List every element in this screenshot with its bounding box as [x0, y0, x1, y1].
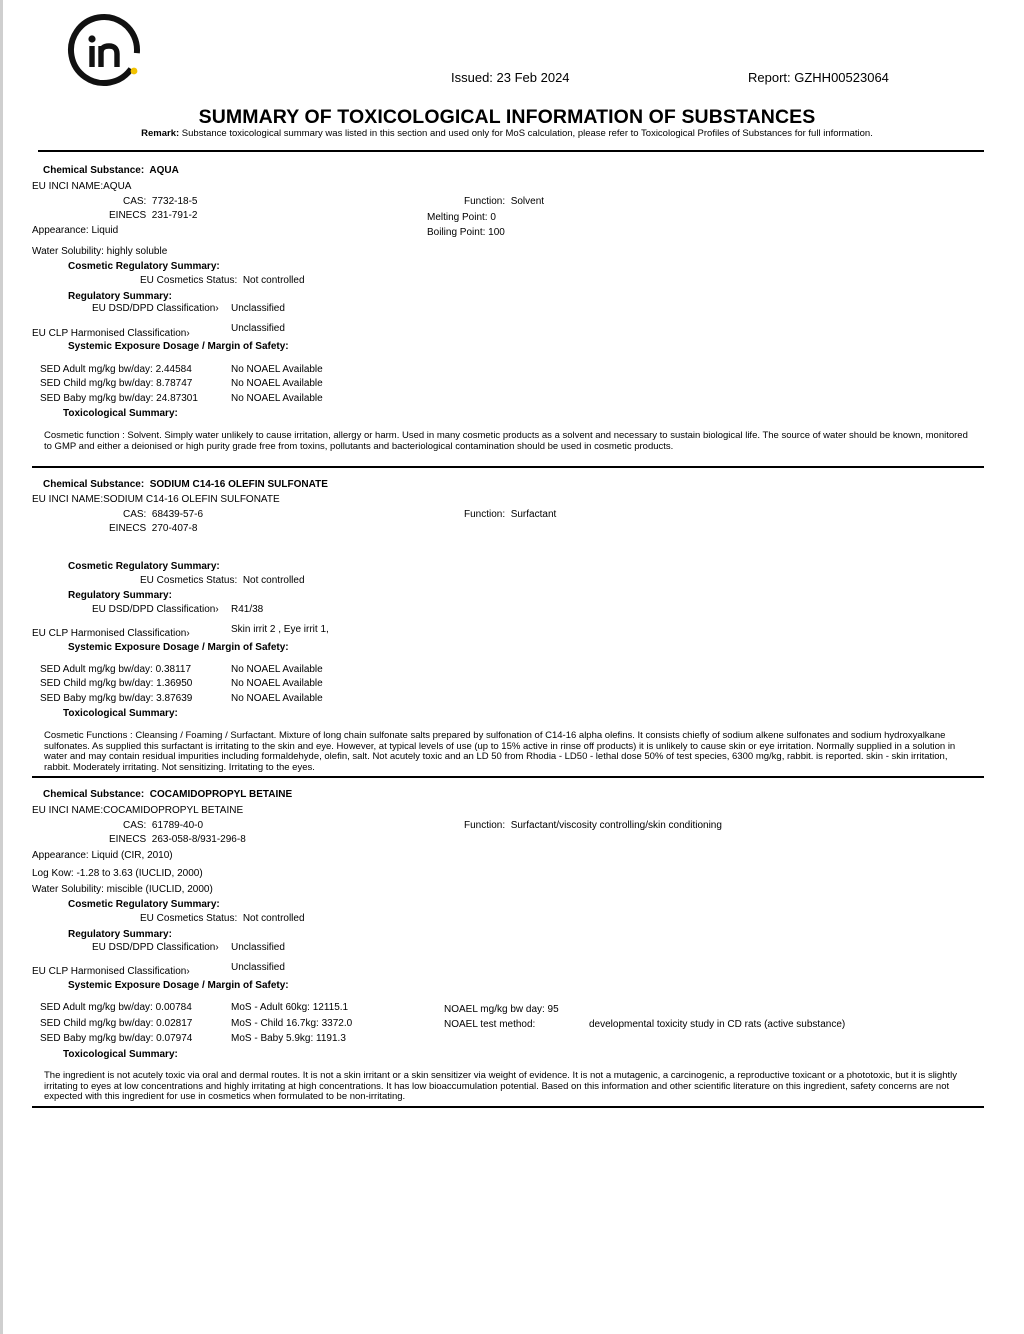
- cas-value: 61789-40-0: [151, 820, 204, 831]
- function-row: [464, 820, 722, 832]
- sed-baby: [40, 393, 198, 405]
- tox-summary-heading: Toxicological Summary:: [63, 708, 178, 719]
- sed-baby-label: SED Baby mg/kg bw/day:: [40, 1033, 154, 1044]
- dsd-value: Unclassified: [231, 303, 285, 314]
- regulatory-summary-heading: Regulatory Summary:: [68, 929, 172, 940]
- cosmetic-reg-summary-heading: Cosmetic Regulatory Summary:: [68, 261, 220, 272]
- eu-cosmetics-status-label: EU Cosmetics Status:: [140, 913, 238, 924]
- cas-value: 7732-18-5: [151, 196, 198, 207]
- divider: [38, 150, 984, 152]
- eu-cosmetics-status-value: Not controlled: [242, 913, 305, 924]
- sed-baby-label: SED Baby mg/kg bw/day:: [40, 393, 154, 404]
- eu-cosmetics-status: [140, 575, 305, 587]
- sed-child-value: 0.02817: [156, 1018, 193, 1029]
- sed-baby-value: 24.87301: [156, 393, 198, 404]
- sed-mos-heading: Systemic Exposure Dosage / Margin of Safety:: [68, 341, 289, 352]
- cas-label: CAS:: [123, 196, 147, 207]
- substance-heading: [43, 789, 292, 801]
- eu-cosmetics-status-label: EU Cosmetics Status:: [140, 575, 238, 586]
- tox-summary-text: Cosmetic Functions : Cleansing / Foaming / Surfactant. Mixture of long chain sulfonate salts prepared by sulfonation of C14-16 alpha olefins. It consists chiefly of sodium alkene sulfonates and sodium hydroxyalkane sulfonates. As supplied this surfactant is irritating to the skin and eye. However, at typical levels of use (up to 15% active in rinse off products) it is unlikely to cause skin or eye irritation. Normally supplied in a solution in water and may contain residual impurities including formaldehyde, olefin, salt. Not acutely toxic and an LD 50 from Rhodia - LD50 - lethal dose 50% of test species, 6300 mg/kg, rabbit. is reported. skin - skin irritation, rabbit. Moderately irritating. Not sensitizing. Irritating to the eyes.: [44, 730, 956, 773]
- noael-value: NOAEL mg/kg bw day: 95: [444, 1004, 559, 1015]
- sed-adult: [40, 364, 192, 376]
- sed-baby: [40, 1033, 192, 1045]
- issued-date: Issued: 23 Feb 2024: [451, 70, 570, 85]
- cosmetic-reg-summary-heading: Cosmetic Regulatory Summary:: [68, 561, 220, 572]
- cas-row: [123, 509, 203, 521]
- mos-child: No NOAEL Available: [231, 378, 323, 389]
- regulatory-summary-heading: Regulatory Summary:: [68, 291, 172, 302]
- eu-cosmetics-status: [140, 913, 305, 925]
- substance-heading: [43, 165, 179, 177]
- function-label: Function:: [464, 820, 506, 831]
- sed-adult-value: 2.44584: [155, 364, 192, 375]
- function-label: Function:: [464, 509, 506, 520]
- sed-baby: [40, 693, 192, 705]
- sed-child: [40, 1018, 192, 1030]
- tox-summary-heading: Toxicological Summary:: [63, 408, 178, 419]
- sed-child-label: SED Child mg/kg bw/day:: [40, 1018, 154, 1029]
- cas-value: 68439-57-6: [151, 509, 204, 520]
- dsd-label: EU DSD/DPD Classification›: [92, 942, 219, 953]
- company-logo-icon: [66, 12, 146, 92]
- divider: [32, 1106, 984, 1108]
- remark: [0, 128, 1014, 139]
- noael-method-label: NOAEL test method:: [444, 1019, 536, 1030]
- cosmetic-reg-summary-heading: Cosmetic Regulatory Summary:: [68, 899, 220, 910]
- clp-label: EU CLP Harmonised Classification›: [32, 628, 190, 639]
- inci-name: EU INCI NAME:AQUA: [32, 181, 132, 192]
- sed-child: [40, 678, 192, 690]
- mos-child: MoS - Child 16.7kg: 3372.0: [231, 1018, 353, 1029]
- page-edge: [0, 0, 3, 1334]
- water-solubility: Water Solubility: highly soluble: [32, 246, 168, 257]
- tox-summary-heading: Toxicological Summary:: [63, 1049, 178, 1060]
- dsd-label: EU DSD/DPD Classification›: [92, 604, 219, 615]
- boiling-point: Boiling Point: 100: [427, 227, 505, 238]
- dsd-label: EU DSD/DPD Classification›: [92, 303, 219, 314]
- tox-summary-text: The ingredient is not acutely toxic via oral and dermal routes. It is not a skin irritant or a skin sensitizer via weight of evidence. It is not a mutagenic, a carcinogenic, a reproductive toxicant or a phototoxic, but it is slightly irritating to eyes at low concentrations and highly irritating at high concentrations. It has low bioaccumulation potential. Based on this information and other scientific literature on this ingredient, safety concerns are not expected with this ingredient for use in cosmetics when formulated to be non-irritating.: [44, 1070, 957, 1102]
- einecs-label: EINECS: [109, 523, 147, 534]
- clp-value: Unclassified: [231, 962, 285, 973]
- sed-child: [40, 378, 192, 390]
- clp-label: EU CLP Harmonised Classification›: [32, 328, 190, 339]
- dsd-value: R41/38: [231, 604, 264, 615]
- function-row: [464, 509, 556, 521]
- appearance: Appearance: Liquid (CIR, 2010): [32, 850, 173, 861]
- clp-value: Unclassified: [231, 323, 285, 334]
- einecs-row: [109, 210, 197, 222]
- einecs-row: [109, 523, 197, 535]
- dsd-value: Unclassified: [231, 942, 285, 953]
- function-value: Surfactant: [510, 509, 557, 520]
- mos-adult: No NOAEL Available: [231, 364, 323, 375]
- clp-value: Skin irrit 2 , Eye irrit 1,: [231, 624, 329, 635]
- sed-child-value: 1.36950: [156, 678, 193, 689]
- remark-text: Substance toxicological summary was listed in this section and used only for MoS calculation, please refer to Toxicological Profiles of Substances for full information.: [179, 128, 873, 139]
- sed-baby-value: 3.87639: [156, 693, 193, 704]
- sed-mos-heading: Systemic Exposure Dosage / Margin of Safety:: [68, 980, 289, 991]
- inci-name: EU INCI NAME:SODIUM C14-16 OLEFIN SULFONATE: [32, 494, 280, 505]
- cas-row: [123, 820, 203, 832]
- einecs-label: EINECS: [109, 834, 147, 845]
- sed-child-label: SED Child mg/kg bw/day:: [40, 378, 154, 389]
- cas-label: CAS:: [123, 820, 147, 831]
- regulatory-summary-heading: Regulatory Summary:: [68, 590, 172, 601]
- einecs-label: EINECS: [109, 210, 147, 221]
- sed-adult: [40, 1002, 192, 1014]
- clp-label: EU CLP Harmonised Classification›: [32, 966, 190, 977]
- log-kow: Log Kow: -1.28 to 3.63 (IUCLID, 2000): [32, 868, 203, 879]
- noael-method-value: developmental toxicity study in CD rats (active substance): [589, 1019, 846, 1030]
- sed-mos-heading: Systemic Exposure Dosage / Margin of Safety:: [68, 642, 289, 653]
- substance-name: SODIUM C14-16 OLEFIN SULFONATE: [149, 479, 328, 490]
- eu-cosmetics-status-label: EU Cosmetics Status:: [140, 275, 238, 286]
- function-label: Function:: [464, 196, 506, 207]
- einecs-value: 270-407-8: [151, 523, 198, 534]
- function-row: [464, 196, 544, 208]
- mos-child: No NOAEL Available: [231, 678, 323, 689]
- report-number: Report: GZHH00523064: [748, 70, 889, 85]
- sed-adult-value: 0.00784: [155, 1002, 192, 1013]
- chemical-substance-label: Chemical Substance:: [43, 789, 145, 800]
- eu-cosmetics-status: [140, 275, 305, 287]
- water-solubility: Water Solubility: miscible (IUCLID, 2000): [32, 884, 213, 895]
- page-title: SUMMARY OF TOXICOLOGICAL INFORMATION OF SUBSTANCES: [198, 106, 816, 128]
- einecs-row: [109, 834, 246, 846]
- sed-baby-label: SED Baby mg/kg bw/day:: [40, 693, 154, 704]
- mos-baby: No NOAEL Available: [231, 693, 323, 704]
- function-value: Solvent: [510, 196, 545, 207]
- sed-adult-label: SED Adult mg/kg bw/day:: [40, 664, 153, 675]
- appearance: Appearance: Liquid: [32, 225, 119, 236]
- cas-label: CAS:: [123, 509, 147, 520]
- mos-baby: MoS - Baby 5.9kg: 1191.3: [231, 1033, 346, 1044]
- einecs-value: 231-791-2: [151, 210, 198, 221]
- substance-name: AQUA: [149, 165, 179, 176]
- tox-summary-text: Cosmetic function : Solvent. Simply water unlikely to cause irritation, allergy or harm. Used in many cosmetic products as a solvent and necessary to sustain biological life. The source of water should be known, monitored to GMP and either a deionised or high purity grade free from toxins, pollutants and bacteriological contamination should be used in cosmetic products.: [44, 430, 968, 452]
- sed-baby-value: 0.07974: [156, 1033, 193, 1044]
- divider: [32, 466, 984, 468]
- divider: [32, 776, 984, 778]
- function-value: Surfactant/viscosity controlling/skin conditioning: [510, 820, 722, 831]
- sed-child-label: SED Child mg/kg bw/day:: [40, 678, 154, 689]
- sed-adult: [40, 664, 191, 676]
- sed-adult-label: SED Adult mg/kg bw/day:: [40, 1002, 153, 1013]
- sed-adult-value: 0.38117: [155, 664, 192, 675]
- mos-adult: MoS - Adult 60kg: 12115.1: [231, 1002, 349, 1013]
- einecs-value: 263-058-8/931-296-8: [151, 834, 246, 845]
- substance-heading: [43, 479, 328, 491]
- remark-label: Remark:: [141, 128, 180, 139]
- sed-adult-label: SED Adult mg/kg bw/day:: [40, 364, 153, 375]
- eu-cosmetics-status-value: Not controlled: [242, 275, 305, 286]
- chemical-substance-label: Chemical Substance:: [43, 479, 145, 490]
- sed-child-value: 8.78747: [156, 378, 193, 389]
- chemical-substance-label: Chemical Substance:: [43, 165, 145, 176]
- substance-name: COCAMIDOPROPYL BETAINE: [149, 789, 293, 800]
- eu-cosmetics-status-value: Not controlled: [242, 575, 305, 586]
- melting-point: Melting Point: 0: [427, 212, 496, 223]
- mos-baby: No NOAEL Available: [231, 393, 323, 404]
- mos-adult: No NOAEL Available: [231, 664, 323, 675]
- inci-name: EU INCI NAME:COCAMIDOPROPYL BETAINE: [32, 805, 244, 816]
- cas-row: [123, 196, 198, 208]
